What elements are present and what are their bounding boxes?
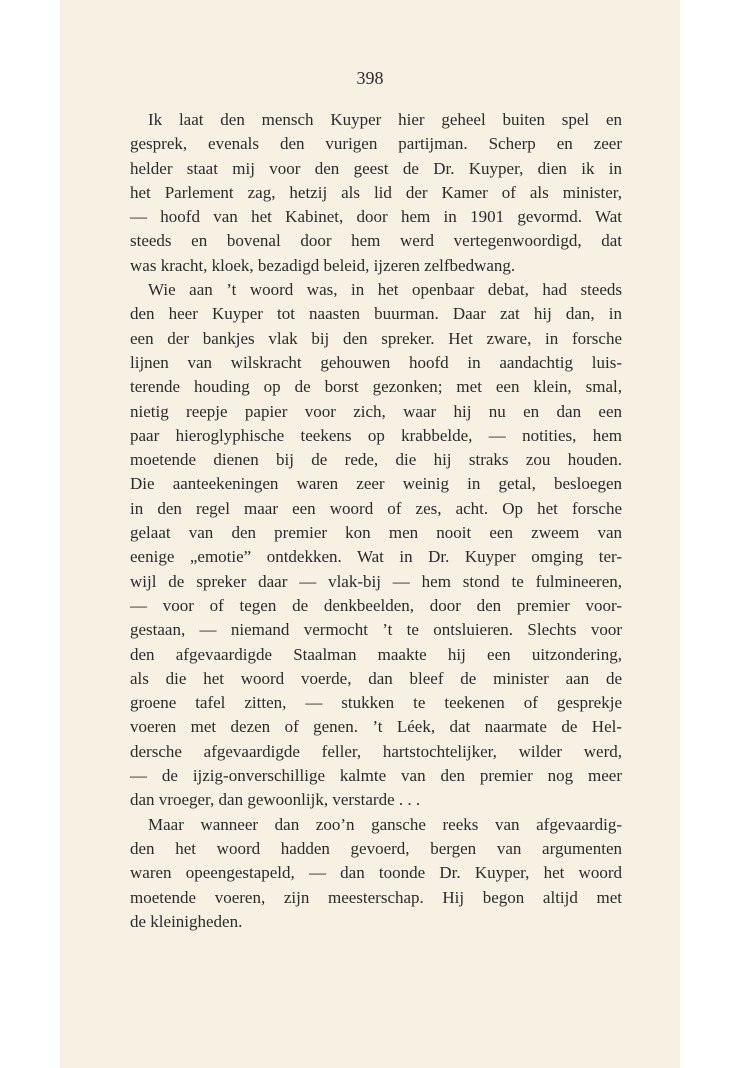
text-line: Die aanteekeningen waren zeer weinig in getal, besloegen [130, 474, 622, 494]
text-line: Ik laat den mensch Kuyper hier geheel buiten spel en [148, 110, 622, 129]
text-line: den afgevaardigde Staalman maakte hij een uitzondering, [130, 644, 622, 664]
text-line: paar hieroglyphische teekens op krabbelde, — notities, hem [130, 425, 622, 445]
text-line: — voor of tegen de denkbeelden, door den premier voor- [130, 595, 622, 615]
text-line: als die het woord voerde, dan bleef de minister aan de [130, 668, 622, 688]
text-line: gelaat van den premier kon men nooit een zweem van [130, 523, 622, 543]
text-line: was kracht, kloek, bezadigd beleid, ijzeren zelfbedwang. [130, 255, 516, 275]
text-line: moetende dienen bij de rede, die hij straks zou houden. [130, 450, 622, 470]
text-line: nietig reepje papier voor zich, waar hij nu en dan een [130, 401, 622, 421]
text-line: — de ijzig-onverschillige kalmte van den premier nog meer [130, 766, 622, 786]
text-line: de kleinigheden. [130, 911, 243, 931]
text-line: den heer Kuyper tot naasten buurman. Daar zat hij dan, in [130, 304, 622, 324]
text-line: Maar wanneer dan zoo’n gansche reeks van afgevaardig- [148, 814, 622, 834]
paragraph [130, 813, 622, 934]
text-line: — hoofd van het Kabinet, door hem in 1901 gevormd. Wat [130, 207, 622, 227]
text-line: wijl de spreker daar — vlak-bij — hem stond te fulmineeren, [130, 571, 622, 591]
text-line: gestaan, — niemand vermocht ’t te ontsluieren. Slechts voor [130, 620, 622, 640]
text-line: eenige „emotie” ontdekken. Wat in Dr. Kuyper omging ter- [130, 547, 622, 567]
book-page [60, 0, 680, 1068]
paragraph [130, 278, 622, 813]
text-line: dersche afgevaardigde feller, hartstochtelijker, wilder werd, [130, 741, 622, 761]
text-line: een der bankjes vlak bij den spreker. Het zware, in forsche [130, 328, 622, 348]
paragraph [130, 108, 622, 278]
text-line: gesprek, evenals den vurigen partijman. Scherp en zeer [130, 134, 622, 154]
body-text [130, 108, 622, 934]
text-line: terende houding op de borst gezonken; met een klein, smal, [130, 377, 622, 397]
text-line: het Parlement zag, hetzij als lid der Kamer of als minister, [130, 182, 622, 202]
text-line: voeren met dezen of genen. ’t Léek, dat naarmate de Hel- [130, 717, 622, 737]
text-line: helder staat mij voor den geest de Dr. Kuyper, dien ik in [130, 158, 622, 178]
text-line: dan vroeger, dan gewoonlijk, verstarde . . . [130, 790, 421, 810]
text-line: in den regel maar een woord of zes, acht. Op het forsche [130, 498, 622, 518]
text-line: moetende voeren, zijn meesterschap. Hij begon altijd met [130, 887, 622, 907]
text-line: groene tafel zitten, — stukken te teekenen of gesprekje [130, 693, 622, 713]
text-line: waren opeengestapeld, — dan toonde Dr. Kuyper, het woord [130, 863, 622, 883]
text-line: den het woord hadden gevoerd, bergen van argumenten [130, 838, 622, 858]
text-line: steeds en bovenal door hem werd vertegenwoordigd, dat [130, 231, 622, 251]
page-number: 398 [356, 68, 384, 88]
text-line: lijnen van wilskracht gehouwen hoofd in aandachtig luis- [130, 352, 622, 372]
text-line: Wie aan ’t woord was, in het openbaar debat, had steeds [148, 280, 622, 300]
